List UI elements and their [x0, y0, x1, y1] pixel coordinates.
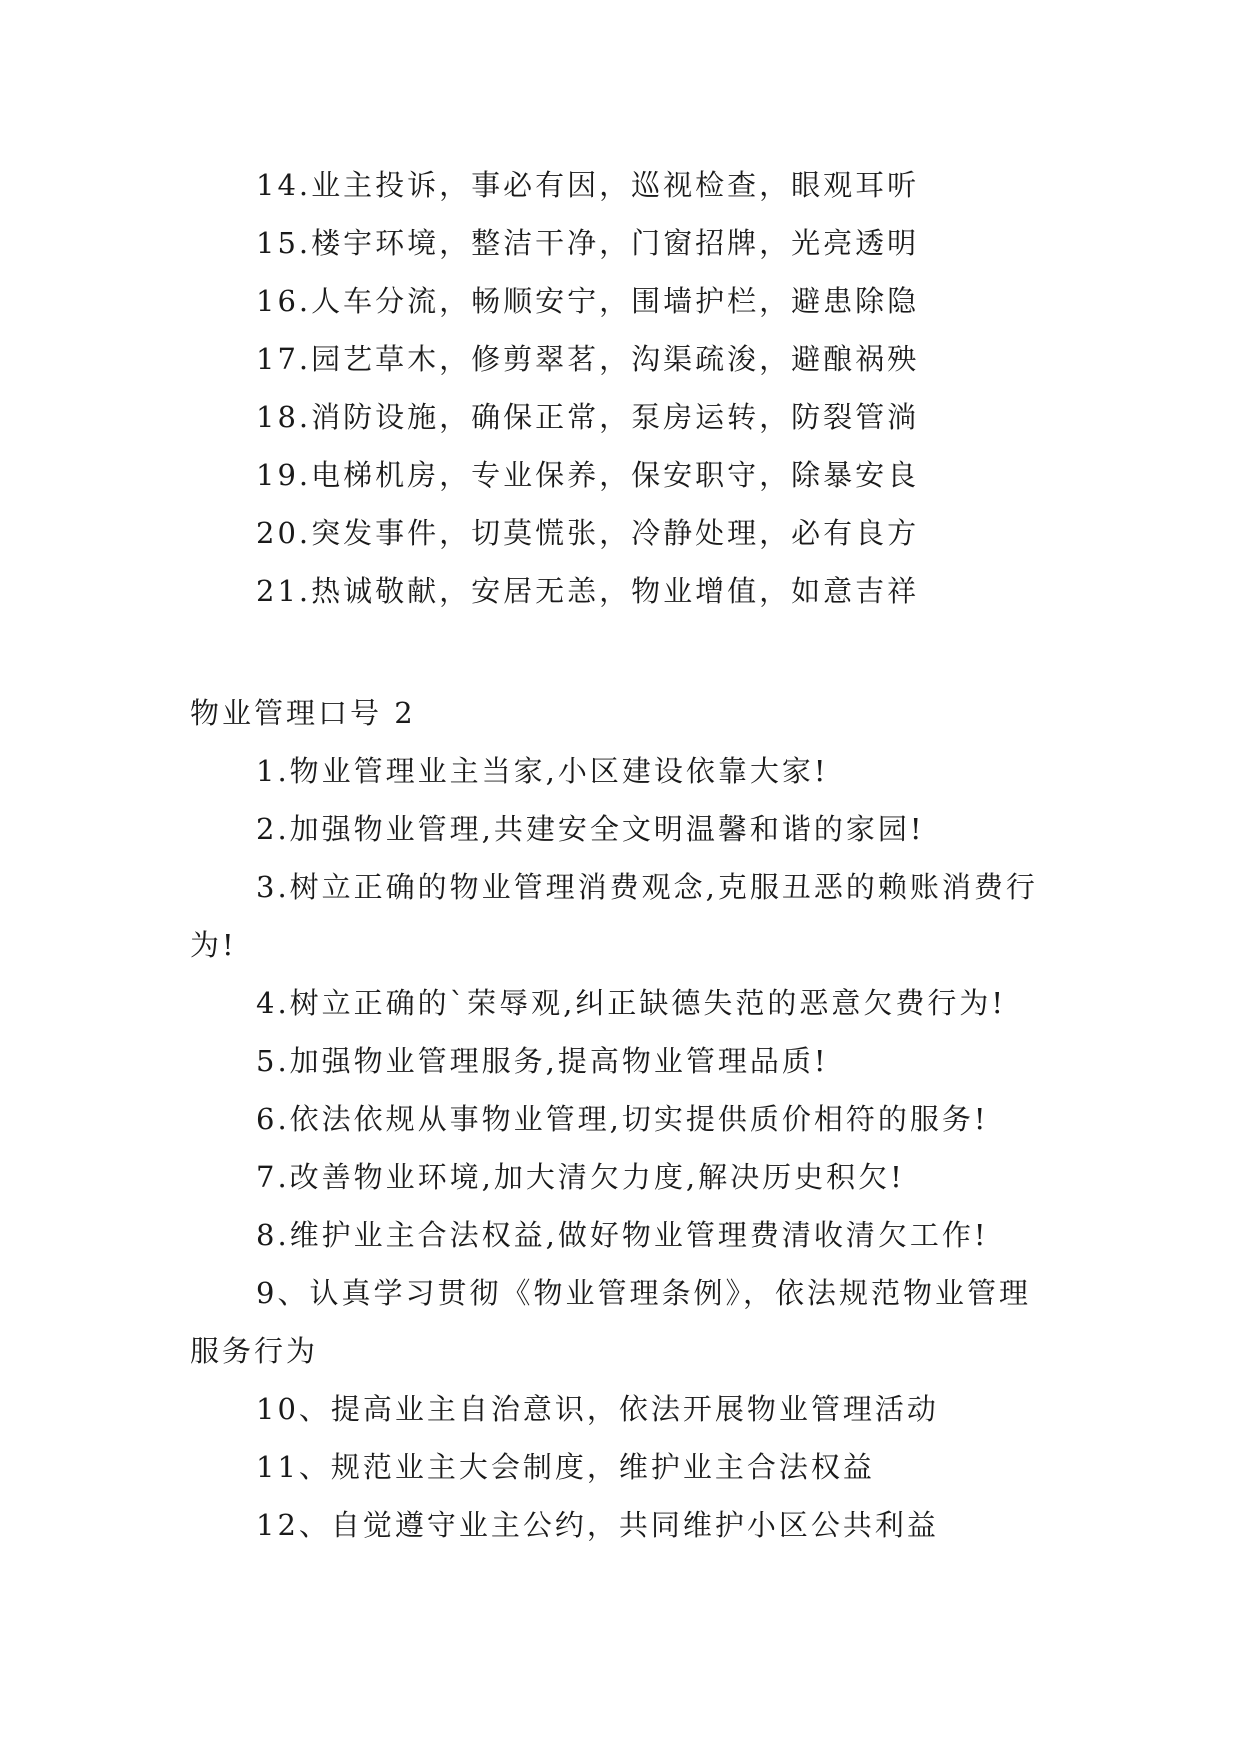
slogan-line: 18.消防设施，确保正常，泵房运转，防裂管淌	[256, 400, 920, 434]
slogan-line: 21.热诚敬献，安居无恙，物业增值，如意吉祥	[256, 574, 920, 608]
slogan-list-2	[190, 742, 1060, 1554]
slogan-line: 4.树立正确的`荣辱观,纠正缺德失范的恶意欠费行为!	[256, 986, 1007, 1020]
slogan-line: 9、认真学习贯彻《物业管理条例》，依法规范物业管理服务行为	[190, 1276, 1031, 1368]
slogan-line: 2.加强物业管理,共建安全文明温馨和谐的家园!	[256, 812, 925, 846]
slogan-line: 7.改善物业环境,加大清欠力度,解决历史积欠!	[256, 1160, 905, 1194]
slogan-line: 14.业主投诉，事必有因，巡视检查，眼观耳听	[256, 168, 920, 202]
slogan-line: 10、提高业主自治意识，依法开展物业管理活动	[256, 1392, 939, 1426]
slogan-line: 15.楼宇环境，整洁干净，门窗招牌，光亮透明	[256, 226, 920, 260]
slogan-line: 3.树立正确的物业管理消费观念,克服丑恶的赖账消费行为!	[190, 870, 1038, 962]
slogan-line: 6.依法依规从事物业管理,切实提供质价相符的服务!	[256, 1102, 989, 1136]
slogan-line: 17.园艺草木，修剪翠茗，沟渠疏浚，避酿祸殃	[256, 342, 920, 376]
slogan-line: 1.物业管理业主当家,小区建设依靠大家!	[256, 754, 829, 788]
slogan-line: 20.突发事件，切莫慌张，冷静处理，必有良方	[256, 516, 920, 550]
slogan-line: 5.加强物业管理服务,提高物业管理品质!	[256, 1044, 829, 1078]
slogan-line: 16.人车分流，畅顺安宁，围墙护栏，避患除隐	[256, 284, 920, 318]
slogan-line: 8.维护业主合法权益,做好物业管理费清收清欠工作!	[256, 1218, 989, 1252]
slogan-line: 11、规范业主大会制度，维护业主合法权益	[256, 1450, 875, 1484]
slogan-line: 12、自觉遵守业主公约，共同维护小区公共利益	[256, 1508, 939, 1542]
section-heading: 物业管理口号 2	[190, 696, 416, 730]
slogan-list-1	[190, 156, 1060, 620]
slogan-line: 19.电梯机房，专业保养，保安职守，除暴安良	[256, 458, 920, 492]
